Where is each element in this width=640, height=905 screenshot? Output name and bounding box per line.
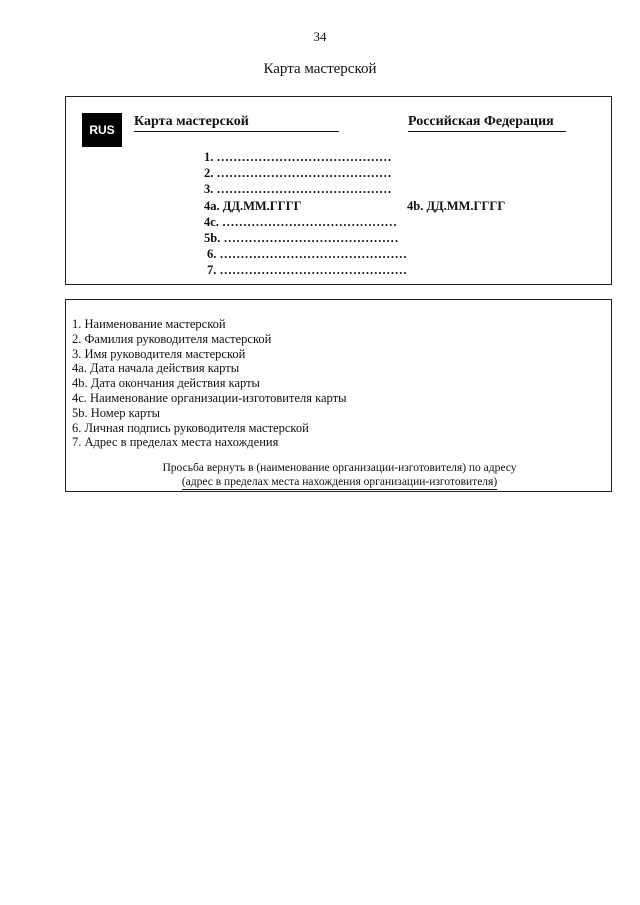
field-4c [204, 214, 604, 230]
field-6 [204, 246, 604, 262]
legend-list [72, 317, 347, 450]
field-7-text: 7. ……………………………………… [207, 263, 407, 278]
legend-item: 5b. Номер карты [72, 405, 161, 420]
legend-item: 4c. Наименование организации-изготовителя карты [72, 390, 347, 405]
legend-item: 7. Адрес в пределах места нахождения [72, 435, 279, 450]
field-4 [204, 198, 604, 214]
card-back [65, 299, 612, 492]
country-badge: RUS [82, 113, 122, 147]
country-name: Российская Федерация [408, 114, 566, 132]
card-front [65, 96, 612, 285]
return-note-line2: (адрес в пределах места нахождения организации-изготовителя) [182, 476, 497, 491]
field-4c-text: 4c. …………………………………… [204, 214, 398, 229]
field-5b [204, 230, 604, 246]
legend-item: 4b. Дата окончания действия карты [72, 376, 260, 391]
field-5b-text: 5b. …………………………………… [204, 230, 399, 245]
legend-item: 3. Имя руководителя мастерской [72, 346, 246, 361]
page-number: 34 [313, 29, 327, 44]
legend-item: 4a. Дата начала действия карты [72, 361, 240, 376]
document-title: Карта мастерской [263, 61, 377, 77]
legend-item: 2. Фамилия руководителя мастерской [72, 331, 272, 346]
return-note [66, 462, 613, 490]
card-title: Карта мастерской [134, 114, 339, 132]
legend-item: 1. Наименование мастерской [72, 317, 226, 331]
field-4a-text: 4a. ДД.ММ.ГГГГ [204, 198, 302, 213]
field-2-text: 2. …………………………………… [204, 166, 392, 181]
field-7 [204, 262, 604, 278]
field-2 [204, 165, 604, 181]
return-note-line1: Просьба вернуть в (наименование организации-изготовителя) по адресу [162, 462, 517, 474]
card-fields [204, 149, 604, 279]
field-4b-text: 4b. ДД.ММ.ГГГГ [407, 198, 506, 213]
field-1-text: 1. …………………………………… [204, 150, 392, 164]
field-6-text: 6. ……………………………………… [207, 247, 407, 262]
legend-item: 6. Личная подпись руководителя мастерской [72, 420, 309, 435]
field-3-text: 3. …………………………………… [204, 182, 392, 197]
field-3 [204, 181, 604, 197]
field-1 [204, 149, 604, 165]
